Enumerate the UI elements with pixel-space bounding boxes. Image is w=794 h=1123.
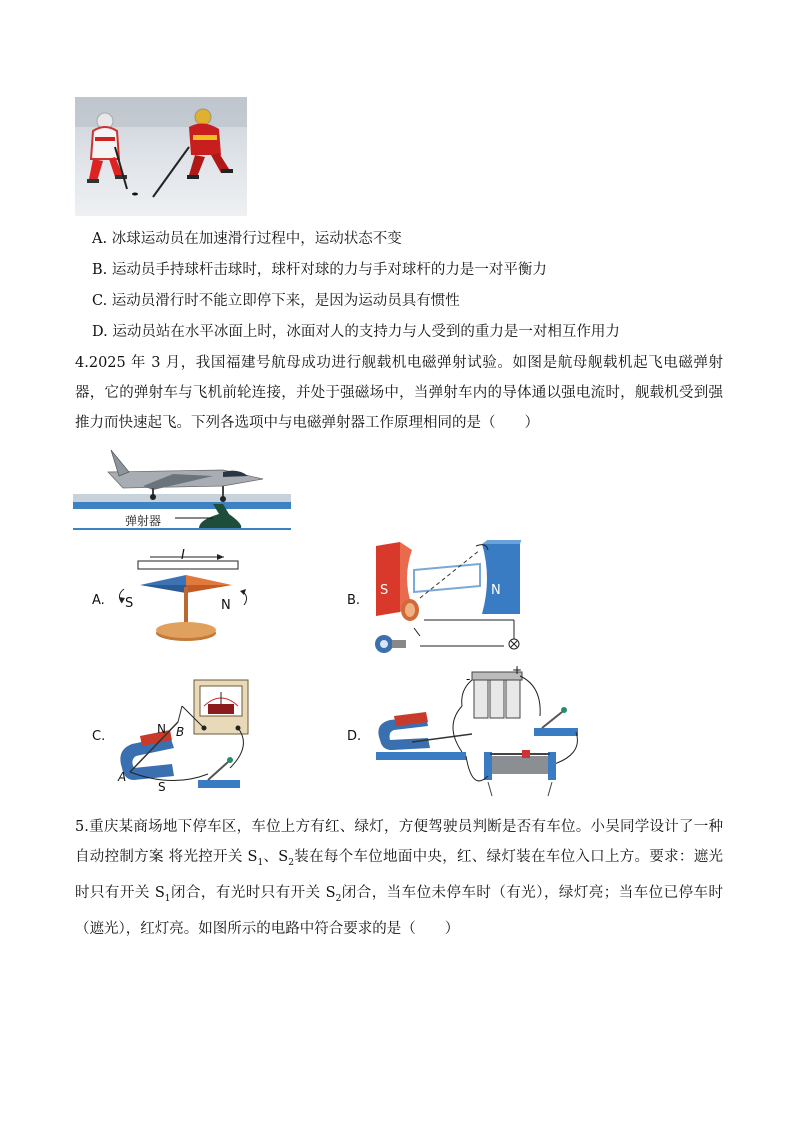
question-5-part-4: 闭合，有光时只有开关 S (170, 884, 336, 901)
q3-option-c: C. 运动员滑行时不能立即停下来，是因为运动员具有惯性 (92, 293, 460, 309)
option-c-label: C. (92, 729, 106, 744)
q5-sub-2: 2 (288, 857, 294, 868)
question-5-text (75, 812, 723, 944)
question-5-part-3: 装在每个车位地面中央，红、绿灯装在车位入口上方。要求：遮光时只有开关 S (75, 849, 724, 901)
option-d-figure (372, 666, 587, 802)
option-c-point-b: B (176, 725, 185, 739)
catapult-figure (73, 446, 291, 532)
question-5-part-5: 闭合，当车位未停车时（有光），绿灯亮；当车位已停车时（遮光），红灯亮。如图所示的电路中符合要求的是（ ） (75, 884, 724, 937)
option-c-figure (112, 676, 262, 798)
option-b-pole-n: N (491, 583, 501, 598)
catapult-label: 弹射器 (125, 514, 162, 528)
option-a-pole-s: S (125, 596, 134, 611)
option-b-label: B. (347, 593, 361, 608)
option-a-current-label: I (181, 548, 185, 563)
question-4-number: 4. (75, 355, 89, 371)
q3-option-a: A. 冰球运动员在加速滑行过程中，运动状态不变 (92, 231, 402, 247)
option-b-figure (370, 540, 530, 660)
option-a-label: A. (92, 593, 105, 608)
question-4-text (75, 348, 723, 438)
ice-hockey-photo (75, 97, 247, 216)
question-5-number: 5. (75, 819, 89, 835)
q3-option-b: B. 运动员手持球杆击球时，球杆对球的力与手对球杆的力是一对平衡力 (92, 262, 547, 278)
q3-option-d: D. 运动员站在水平冰面上时，冰面对人的支持力与人受到的重力是一对相互作用力 (92, 324, 620, 340)
option-c-point-a: A (118, 770, 127, 784)
q5-sub-1: 1 (257, 857, 264, 868)
question-5-part-1: 重庆某商场地下停车区，车位上方有红、绿灯，方便驾驶员判断是否有车位。小吴同学设计了一种自动控制方案 将光控开关 S (75, 819, 723, 865)
q5-sub-3: 1 (164, 893, 171, 904)
option-d-label: D. (347, 729, 362, 744)
question-4-body: 2025 年 3 月，我国福建号航母成功进行舰载机电磁弹射试验。如图是航母舰载机起飞电磁弹射器，它的弹射车与飞机前轮连接，并处于强磁场中，当弹射车内的导体通以强电流时，舰载机受到强推力而快速起飞。下列各选项中与电磁弹射器工作原理相同的是（ ） (75, 355, 723, 431)
option-d-minus: - (466, 672, 471, 686)
option-c-pole-n: N (157, 722, 166, 736)
question-5-part-2: 、S (263, 849, 289, 865)
option-c-pole-s: S (158, 780, 166, 794)
option-b-pole-s: S (380, 583, 389, 598)
q5-sub-4: 2 (335, 893, 342, 904)
option-d-plus: + (512, 663, 523, 677)
option-a-pole-n: N (221, 598, 231, 613)
